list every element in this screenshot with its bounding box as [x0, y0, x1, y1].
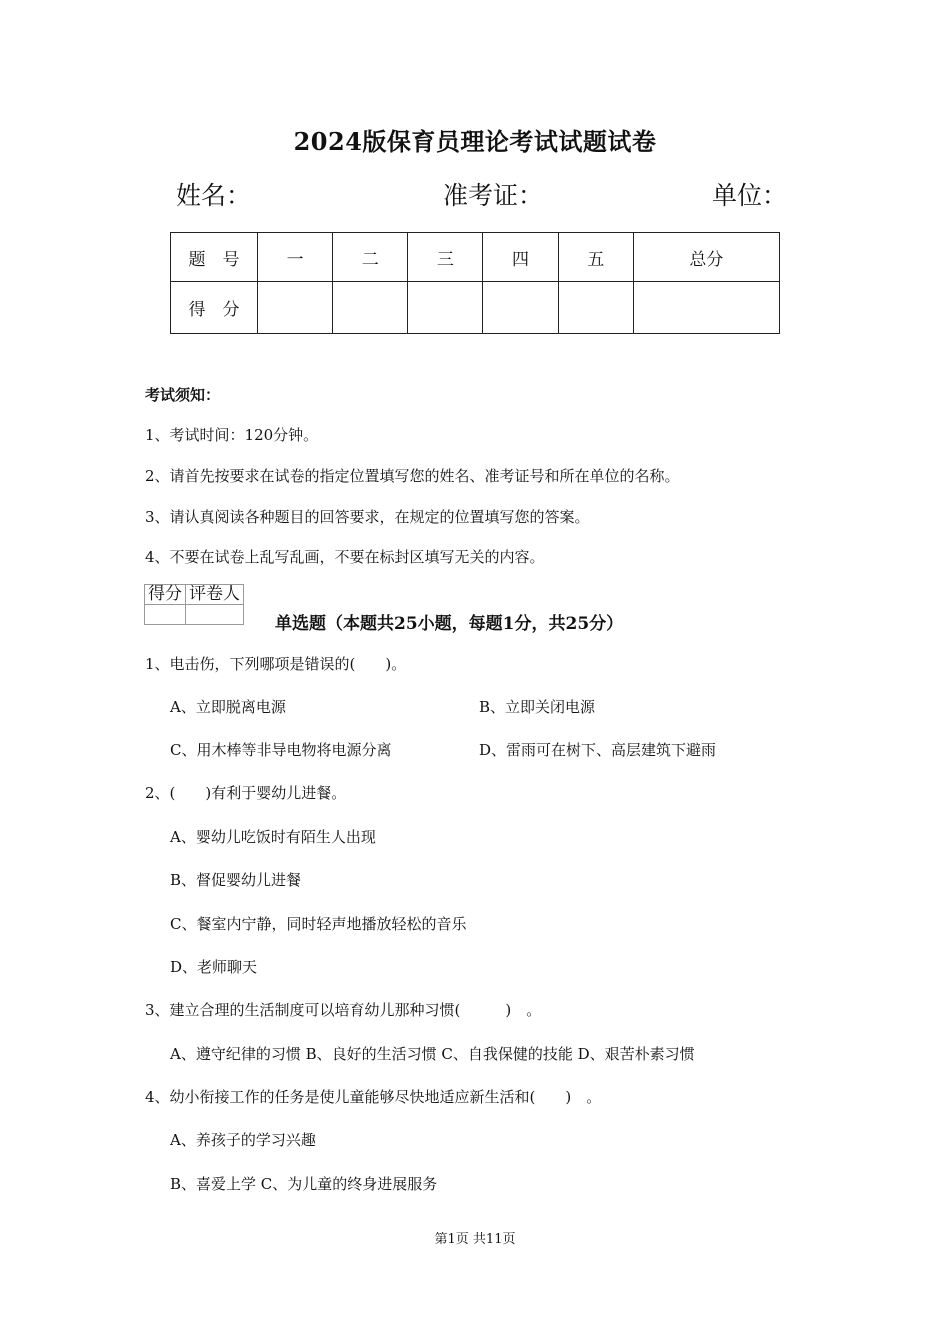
score-row-label: 得 分	[171, 282, 258, 334]
question-stem: 2、( )有利于婴幼儿进餐。	[145, 784, 347, 802]
exam-id-field-label: 准考证：	[443, 181, 544, 210]
score-table	[170, 232, 780, 334]
score-header-cell: 二	[333, 233, 408, 282]
score-header-cell: 一	[258, 233, 333, 282]
question-stem: 4、幼小衔接工作的任务是使儿童能够尽快地适应新生活和( ) 。	[145, 1088, 602, 1106]
section-title: 单选题（本题共25小题，每题1分，共25分）	[275, 614, 624, 634]
question-option: A、遵守纪律的习惯 B、良好的生活习惯 C、自我保健的技能 D、艰苦朴素习惯	[170, 1045, 695, 1063]
question-option: A、婴幼儿吃饭时有陌生人出现	[170, 828, 376, 846]
score-header-label: 题 号	[171, 233, 258, 282]
score-cell	[633, 282, 779, 334]
question-option: D、老师聊天	[170, 958, 258, 976]
page-footer: 第1页 共11页	[434, 1232, 516, 1247]
instruction-item: 4、不要在试卷上乱写乱画，不要在标封区填写无关的内容。	[145, 548, 545, 566]
grader-box	[144, 584, 244, 625]
instruction-item: 3、请认真阅读各种题目的回答要求，在规定的位置填写您的答案。	[145, 508, 590, 526]
score-header-cell: 五	[558, 233, 633, 282]
question-stem: 1、电击伤，下列哪项是错误的( )。	[145, 655, 407, 673]
instruction-item: 1、考试时间：120分钟。	[145, 426, 319, 444]
question-option: D、雷雨可在树下、高层建筑下避雨	[479, 741, 717, 759]
page-title: 2024版保育员理论考试试题试卷	[293, 127, 657, 156]
question-option: A、立即脱离电源	[170, 698, 286, 716]
score-table-score-row	[171, 282, 780, 334]
score-header-cell: 三	[408, 233, 483, 282]
question-stem: 3、建立合理的生活制度可以培育幼儿那种习惯( ) 。	[145, 1001, 542, 1019]
name-field-label: 姓名：	[176, 181, 252, 210]
question-option: B、督促婴幼儿进餐	[170, 871, 302, 889]
score-cell	[258, 282, 333, 334]
instructions-heading: 考试须知：	[145, 386, 221, 404]
question-option: A、养孩子的学习兴趣	[170, 1131, 316, 1149]
score-cell	[558, 282, 633, 334]
score-cell	[408, 282, 483, 334]
score-cell	[333, 282, 408, 334]
grader-name-cell	[186, 605, 244, 625]
question-option: C、餐室内宁静，同时轻声地播放轻松的音乐	[170, 915, 467, 933]
question-option: B、喜爱上学 C、为儿童的终身进展服务	[170, 1175, 438, 1193]
grader-score-cell	[145, 605, 186, 625]
score-table-header-row	[171, 233, 780, 282]
unit-field-label: 单位：	[712, 181, 788, 210]
score-header-cell: 总分	[633, 233, 779, 282]
score-cell	[483, 282, 558, 334]
grader-score-label: 得分	[145, 585, 186, 605]
grader-name-label: 评卷人	[186, 585, 244, 605]
instruction-item: 2、请首先按要求在试卷的指定位置填写您的姓名、准考证号和所在单位的名称。	[145, 467, 680, 485]
score-header-cell: 四	[483, 233, 558, 282]
question-option: C、用木棒等非导电物将电源分离	[170, 741, 392, 759]
question-option: B、立即关闭电源	[479, 698, 596, 716]
